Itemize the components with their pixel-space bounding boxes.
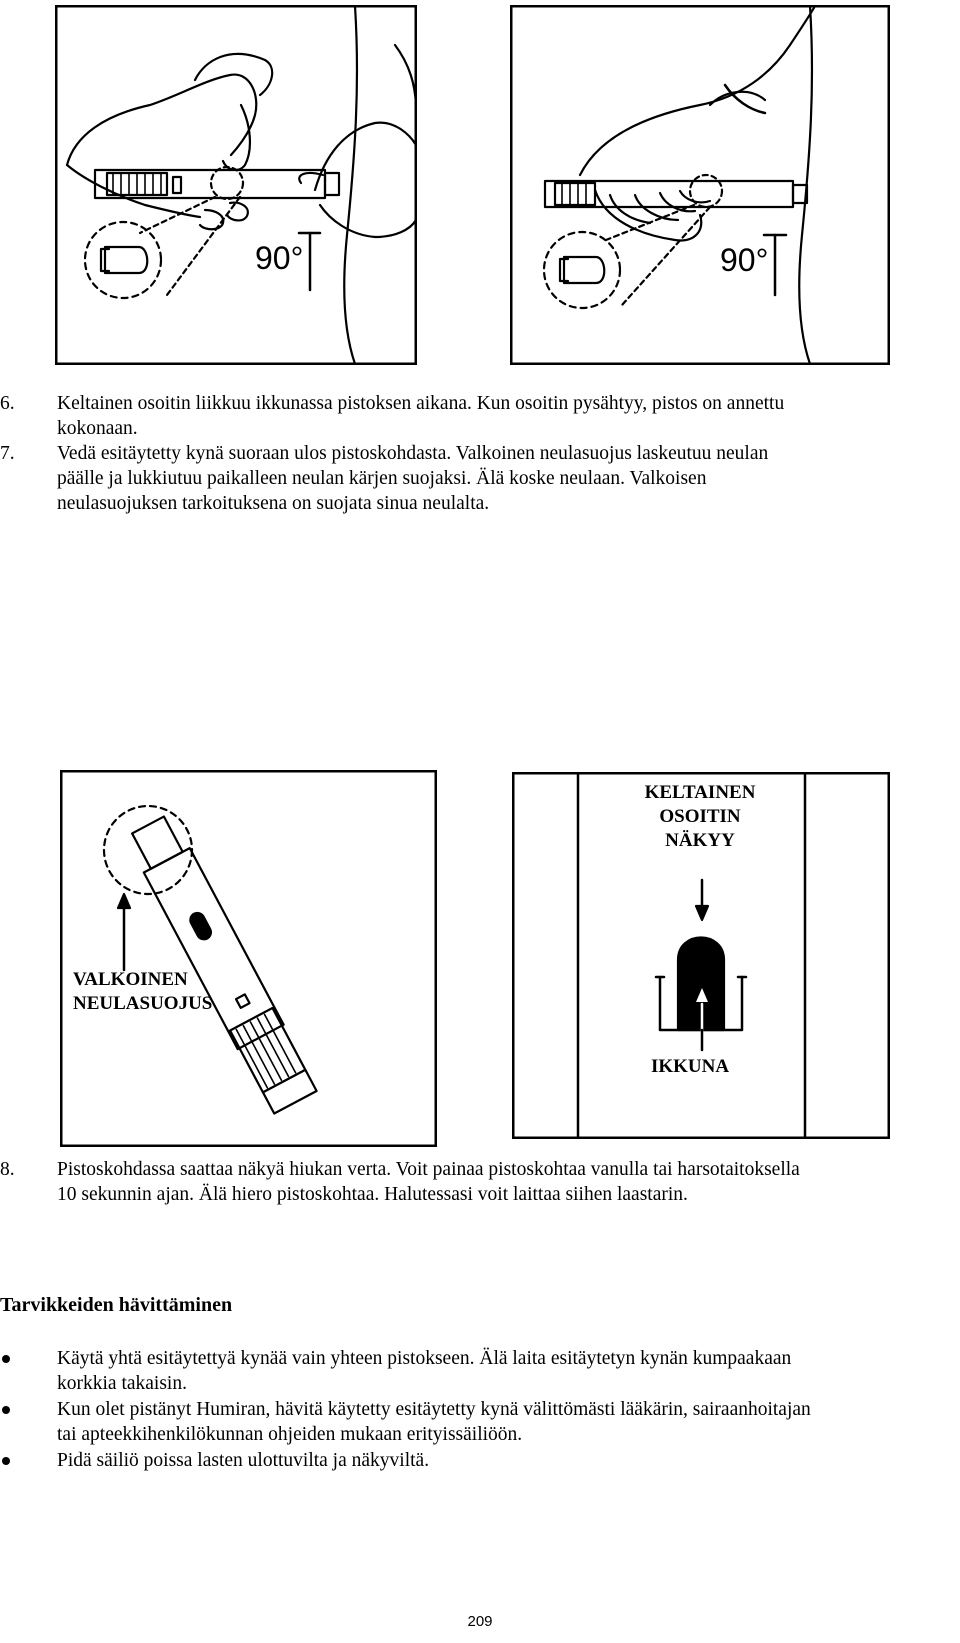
callout-label: VALKOINEN xyxy=(73,969,188,990)
illustration-pen-injection-right xyxy=(510,5,890,365)
step-line: kokonaan. xyxy=(57,418,138,439)
callout-label: KELTAINEN xyxy=(644,782,756,803)
callout-label: NÄKYY xyxy=(665,830,735,851)
angle-label: 90° xyxy=(255,240,304,276)
illustration-needle-shield xyxy=(60,770,437,1147)
step-line: Vedä esitäytetty kynä suoraan ulos pistoskohdasta. Valkoinen neulasuojus laskeutuu neulan xyxy=(57,443,769,464)
step-line: 10 sekunnin ajan. Älä hiero pistoskohtaa. Halutessasi voit laittaa siihen laastarin. xyxy=(57,1184,688,1205)
step-line: Keltainen osoitin liikkuu ikkunassa pistoksen aikana. Kun osoitin pysähtyy, pistos on annettu xyxy=(57,393,785,414)
callout-label: NEULASUOJUS xyxy=(73,993,213,1014)
bullet-line: Kun olet pistänyt Humiran, hävitä käytetty esitäytetty kynä välittömästi lääkärin, sairaanhoitajan xyxy=(57,1399,811,1420)
step-line: Pistoskohdassa saattaa näkyä hiukan verta. Voit painaa pistoskohtaa vanulla tai harsotaitoksella xyxy=(57,1159,800,1180)
bullet-icon xyxy=(2,1457,10,1465)
bullet-line: korkkia takaisin. xyxy=(57,1373,187,1394)
bullet-icon xyxy=(2,1355,10,1363)
bullet-line: Pidä säiliö poissa lasten ulottuvilta ja näkyviltä. xyxy=(57,1450,430,1471)
step-number: 7. xyxy=(0,443,15,464)
illustration-indicator-window xyxy=(512,772,890,1139)
bullet-line: Käytä yhtä esitäytettyä kynää vain yhteen pistokseen. Älä laita esitäytetyn kynän kumpaakaan xyxy=(57,1348,792,1369)
disposal-heading: Tarvikkeiden hävittäminen xyxy=(0,1294,233,1316)
illustration-pen-injection-left xyxy=(55,5,417,365)
callout-label: IKKUNA xyxy=(650,1056,730,1077)
step-number: 8. xyxy=(0,1159,15,1180)
bullet-line: tai apteekkihenkilökunnan ohjeiden mukaan erityissäiliöön. xyxy=(57,1424,523,1445)
callout-label: OSOITIN xyxy=(659,806,741,827)
angle-label: 90° xyxy=(720,242,769,278)
step-number: 6. xyxy=(0,393,15,414)
step-line: neulasuojuksen tarkoituksena on suojata sinua neulalta. xyxy=(57,493,490,514)
page-number: 209 xyxy=(467,1613,493,1630)
bullet-icon xyxy=(2,1406,10,1414)
step-line: päälle ja lukkiutuu paikalleen neulan kärjen suojaksi. Älä koske neulaan. Valkoisen xyxy=(57,468,707,489)
